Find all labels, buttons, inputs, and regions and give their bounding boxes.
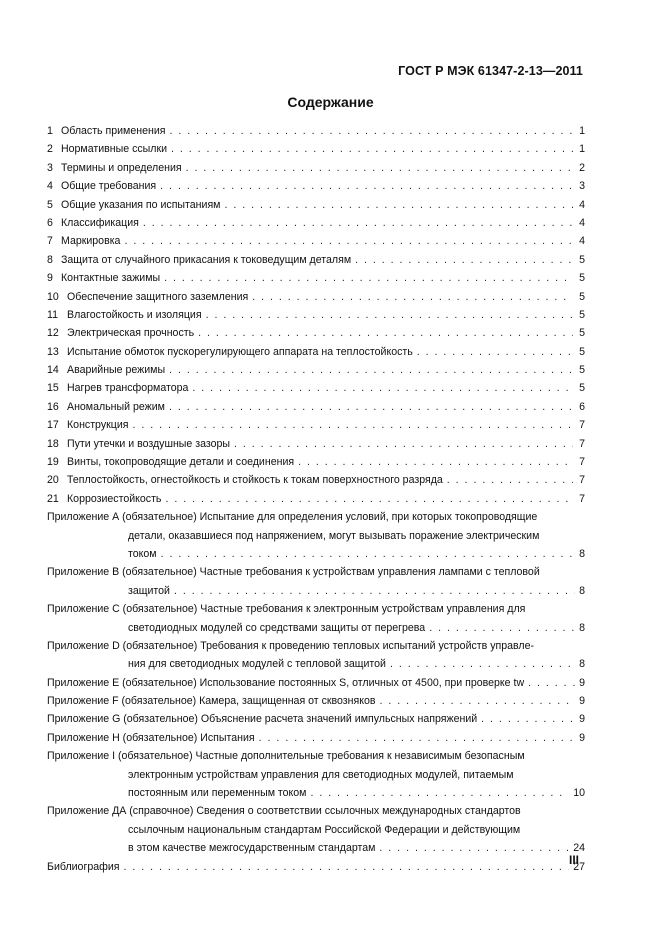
toc-entry-title: Влагостойкость и изоляция <box>67 308 202 321</box>
dot-leader <box>528 674 575 692</box>
toc-entry-title: Маркировка <box>61 235 121 248</box>
toc-entry-page: 5 <box>579 345 585 358</box>
toc-appendix-page: 9 <box>579 676 585 689</box>
toc-appendix-entry[interactable] <box>47 508 585 563</box>
toc-appendix-entry[interactable] <box>47 563 585 600</box>
dot-leader <box>171 140 573 158</box>
toc-entry-number: 17 <box>47 419 59 432</box>
toc-entry-title: Общие указания по испытаниям <box>61 198 221 211</box>
toc-entry[interactable] <box>47 251 585 269</box>
toc-entry-page: 6 <box>579 400 585 413</box>
dot-leader <box>174 582 575 600</box>
toc-entry-page: 7 <box>579 492 585 505</box>
toc-appendix-page: 8 <box>579 584 585 597</box>
toc-entry-number: 16 <box>47 400 59 413</box>
toc-entry[interactable] <box>47 232 585 250</box>
toc-entry-title: Коррозиестойкость <box>67 492 162 505</box>
toc-entry[interactable] <box>47 269 585 287</box>
dot-leader <box>198 324 573 342</box>
toc-appendix-line: Библиография <box>47 860 120 873</box>
toc-appendix-line: Приложение Е (обязательное) Использование постоянных S, отличных от 4500, при проверке tw <box>47 676 525 689</box>
toc-entry-page: 4 <box>579 216 585 229</box>
toc-appendix-line: Приложение I (обязательное) Частные дополнительные требования к независимым безопасным <box>47 750 525 763</box>
toc-entry-title: Аварийные режимы <box>67 364 166 377</box>
dot-leader <box>252 288 573 306</box>
toc-entry[interactable] <box>47 214 585 232</box>
dot-leader <box>206 306 573 324</box>
dot-leader <box>124 232 573 250</box>
toc-entry-title: Конструкция <box>67 419 129 432</box>
toc-appendix-entry[interactable] <box>47 729 585 747</box>
dot-leader <box>417 343 573 361</box>
toc-entry[interactable] <box>47 288 585 306</box>
toc-appendix-entry[interactable] <box>47 692 585 710</box>
toc-appendix-page: 8 <box>579 547 585 560</box>
toc-appendix-page: 9 <box>579 695 585 708</box>
toc-entry-page: 5 <box>579 272 585 285</box>
toc-entry-page: 5 <box>579 253 585 266</box>
toc-entry-page: 5 <box>579 327 585 340</box>
toc-entry-page: 1 <box>579 124 585 137</box>
toc-entry-page: 4 <box>579 235 585 248</box>
dot-leader <box>379 839 569 857</box>
toc-entry-title: Термины и определения <box>61 161 182 174</box>
toc-entry[interactable] <box>47 379 585 397</box>
toc-entry-page: 5 <box>579 382 585 395</box>
document-id: ГОСТ Р МЭК 61347-2-13—2011 <box>398 64 583 78</box>
toc-entry[interactable] <box>47 435 585 453</box>
toc-entry[interactable] <box>47 453 585 471</box>
toc-entry[interactable] <box>47 361 585 379</box>
toc-appendix-line: защитой <box>128 584 170 597</box>
dot-leader <box>161 545 576 563</box>
dot-leader <box>429 619 575 637</box>
toc-entry-title: Общие требования <box>61 180 157 193</box>
dot-leader <box>224 196 573 214</box>
toc-entry-page: 7 <box>579 419 585 432</box>
toc-entry[interactable] <box>47 177 585 195</box>
toc-appendix-line: Приложение F (обязательное) Камера, защищенная от сквозняков <box>47 695 376 708</box>
toc-appendix-line: в этом качестве межгосударственным стандартам <box>128 842 376 855</box>
toc-entry-page: 4 <box>579 198 585 211</box>
toc-appendix-line: постоянным или переменным током <box>128 787 307 800</box>
dot-leader <box>298 453 573 471</box>
toc-appendix-page: 9 <box>579 731 585 744</box>
toc-appendix-line: током <box>128 547 157 560</box>
toc-entry-number: 19 <box>47 456 59 469</box>
toc-entry-number: 4 <box>47 180 53 193</box>
toc-appendix-entry[interactable] <box>47 674 585 692</box>
dot-leader <box>259 729 575 747</box>
toc-entry-title: Винты, токопроводящие детали и соединения <box>67 456 295 469</box>
toc-entry-title: Теплостойкость, огнестойкость и стойкость к токам поверхностного разряда <box>67 474 443 487</box>
toc-entry-number: 1 <box>47 124 53 137</box>
toc-appendix-line: Приложение G (обязательное) Объяснение расчета значений импульсных напряжений <box>47 713 478 726</box>
dot-leader <box>310 784 569 802</box>
toc-entry-page: 1 <box>579 143 585 156</box>
dot-leader <box>192 379 573 397</box>
toc-entry-title: Нормативные ссылки <box>61 143 168 156</box>
toc-entry-number: 8 <box>47 253 53 266</box>
toc-entry-number: 10 <box>47 290 59 303</box>
dot-leader <box>380 692 576 710</box>
toc-entry-number: 15 <box>47 382 59 395</box>
page-number: III <box>568 853 579 867</box>
toc-entry[interactable] <box>47 122 585 140</box>
toc-appendix-page: 9 <box>579 713 585 726</box>
dot-leader <box>169 398 573 416</box>
toc-appendix-line: Приложение ДА (справочное) Сведения о соответствии ссылочных международных стандартов <box>47 805 521 818</box>
toc-entry[interactable] <box>47 343 585 361</box>
toc-entry-number: 20 <box>47 474 59 487</box>
toc-appendix-line: Приложение С (обязательное) Частные требования к электронным устройствам управления для <box>47 603 526 616</box>
toc-entry-number: 3 <box>47 161 53 174</box>
dot-leader <box>169 122 573 140</box>
dot-leader <box>481 710 575 728</box>
toc-entry-page: 2 <box>579 161 585 174</box>
toc-entry-page: 7 <box>579 474 585 487</box>
toc-entry-number: 21 <box>47 492 59 505</box>
toc-entry-page: 5 <box>579 364 585 377</box>
toc-appendix-page: 8 <box>579 621 585 634</box>
dot-leader <box>164 269 573 287</box>
toc-appendix-line: ссылочным национальным стандартам Российской Федерации и действующим <box>128 823 521 836</box>
dot-leader <box>355 251 573 269</box>
toc-entry-number: 9 <box>47 272 53 285</box>
toc-appendix-line: Приложение А (обязательное) Испытание для определения условий, при которых токопроводящие <box>47 511 538 524</box>
dot-leader <box>160 177 573 195</box>
toc-appendix-line: Приложение Н (обязательное) Испытания <box>47 731 255 744</box>
toc-entry-title: Испытание обмоток пускорегулирующего аппарата на теплостойкость <box>67 345 413 358</box>
toc-entry-number: 14 <box>47 364 59 377</box>
table-of-contents <box>47 122 585 876</box>
toc-entry[interactable] <box>47 159 585 177</box>
toc-appendix-entry[interactable] <box>47 858 585 876</box>
toc-entry-title: Классификация <box>61 216 139 229</box>
toc-appendix-line: Приложение В (обязательное) Частные требования к устройствам управления лампами с тепловой <box>47 566 540 579</box>
toc-entry-title: Пути утечки и воздушные зазоры <box>67 437 231 450</box>
toc-entry-page: 5 <box>579 290 585 303</box>
toc-entry-page: 7 <box>579 437 585 450</box>
toc-appendix-entry[interactable] <box>47 600 585 637</box>
toc-entry-title: Нагрев трансформатора <box>67 382 189 395</box>
toc-appendix-entry[interactable] <box>47 637 585 674</box>
toc-entry[interactable] <box>47 324 585 342</box>
toc-appendix-line: Приложение D (обязательное) Требования к проведению тепловых испытаний устройств управле- <box>47 639 535 652</box>
dot-leader <box>169 361 573 379</box>
toc-entry-number: 12 <box>47 327 59 340</box>
toc-entry-number: 13 <box>47 345 59 358</box>
toc-entry-title: Аномальный режим <box>67 400 165 413</box>
toc-entry-title: Контактные зажимы <box>61 272 161 285</box>
toc-entry-title: Область применения <box>61 124 166 137</box>
toc-entry[interactable] <box>47 471 585 489</box>
toc-appendix-entry[interactable] <box>47 747 585 802</box>
page-title: Содержание <box>287 94 374 110</box>
dot-leader <box>123 858 569 876</box>
toc-entry-number: 2 <box>47 143 53 156</box>
toc-appendix-page: 8 <box>579 658 585 671</box>
dot-leader <box>165 490 573 508</box>
toc-entry[interactable] <box>47 196 585 214</box>
dot-leader <box>186 159 573 177</box>
toc-entry-title: Электрическая прочность <box>67 327 195 340</box>
toc-appendix-line: электронным устройствам управления для светодиодных модулей, питаемым <box>128 768 514 781</box>
dot-leader <box>143 214 573 232</box>
toc-entry[interactable] <box>47 490 585 508</box>
toc-entry[interactable] <box>47 306 585 324</box>
toc-appendix-page: 27 <box>573 860 585 873</box>
toc-entry-number: 5 <box>47 198 53 211</box>
toc-appendix-line: ния для светодиодных модулей с тепловой защитой <box>128 658 386 671</box>
toc-entry[interactable] <box>47 398 585 416</box>
dot-leader <box>133 416 574 434</box>
toc-entry-number: 7 <box>47 235 53 248</box>
dot-leader <box>447 471 573 489</box>
dot-leader <box>390 655 575 673</box>
toc-appendix-page: 10 <box>573 787 585 800</box>
toc-entry-number: 11 <box>47 308 58 321</box>
toc-appendix-page: 24 <box>573 842 585 855</box>
dot-leader <box>234 435 573 453</box>
toc-entry-title: Обеспечение защитного заземления <box>67 290 249 303</box>
toc-entry-number: 6 <box>47 216 53 229</box>
toc-entry-number: 18 <box>47 437 59 450</box>
toc-entry[interactable] <box>47 140 585 158</box>
toc-entry-page: 7 <box>579 456 585 469</box>
toc-entry[interactable] <box>47 416 585 434</box>
toc-entry-page: 5 <box>579 308 585 321</box>
toc-entry-title: Защита от случайного прикасания к токоведущим деталям <box>61 253 352 266</box>
toc-appendix-line: светодиодных модулей со средствами защиты от перегрева <box>128 621 426 634</box>
toc-appendix-entry[interactable] <box>47 711 585 729</box>
toc-appendix-entry[interactable] <box>47 802 585 857</box>
toc-appendix-line: детали, оказавшиеся под напряжением, могут вызывать поражение электрическим <box>128 529 540 542</box>
toc-entry-page: 3 <box>579 180 585 193</box>
